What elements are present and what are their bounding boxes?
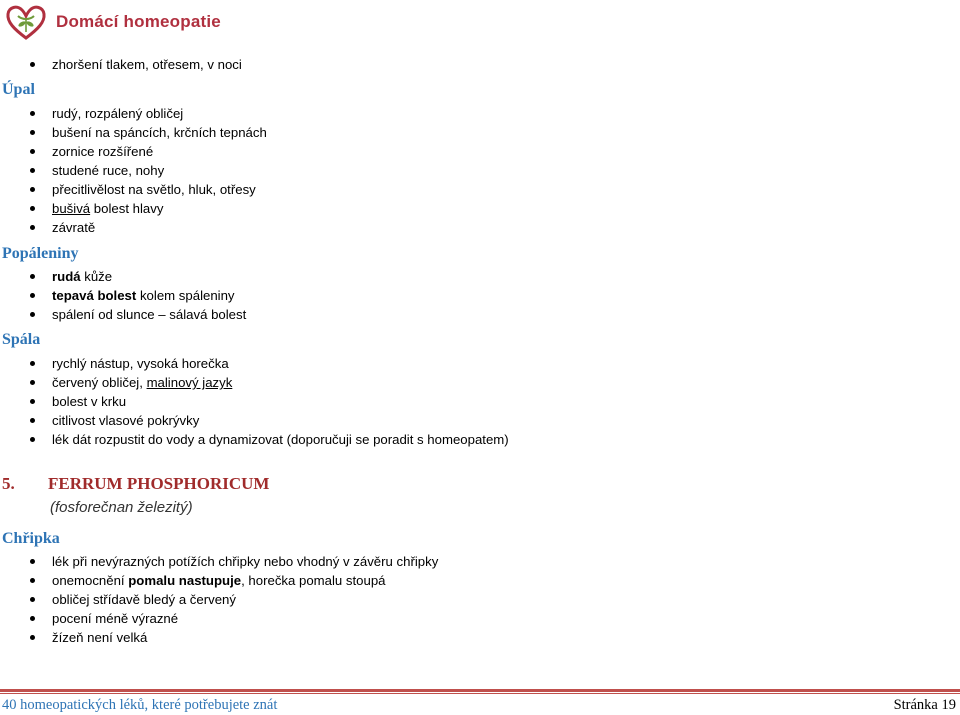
bullet-icon bbox=[30, 149, 35, 154]
section-heading-chripka: Chřipka bbox=[2, 530, 60, 547]
remedy-subtitle: (fosforečnan železitý) bbox=[50, 499, 193, 516]
heart-leaf-logo-icon bbox=[4, 2, 48, 42]
bullet-icon bbox=[30, 312, 35, 317]
list-item: červený obličej, malinový jazyk bbox=[0, 373, 960, 392]
bullet-icon bbox=[30, 597, 35, 602]
page-number: Stránka 19 bbox=[893, 697, 956, 713]
bullet-icon bbox=[30, 418, 35, 423]
list-item: lék při nevýrazných potížích chřipky nebo vhodný v závěru chřipky bbox=[0, 552, 960, 571]
footer-rule-thick bbox=[0, 689, 960, 692]
bullet-icon bbox=[30, 62, 35, 67]
bullet-icon bbox=[30, 293, 35, 298]
popaleniny-symptom-list bbox=[0, 267, 960, 324]
list-item: přecitlivělost na světlo, hluk, otřesy bbox=[0, 180, 960, 199]
list-item: zhoršení tlakem, otřesem, v noci bbox=[0, 55, 960, 74]
spala-symptom-list bbox=[0, 354, 960, 449]
section-heading-upal: Úpal bbox=[2, 81, 35, 98]
bullet-icon bbox=[30, 206, 35, 211]
list-item: pocení méně výrazné bbox=[0, 609, 960, 628]
brand-title: Domácí homeopatie bbox=[56, 12, 221, 31]
continued-symptom-list bbox=[0, 55, 960, 74]
page-header bbox=[0, 0, 960, 44]
bullet-icon bbox=[30, 635, 35, 640]
bullet-icon bbox=[30, 399, 35, 404]
bullet-icon bbox=[30, 168, 35, 173]
list-item: závratě bbox=[0, 218, 960, 237]
list-item: onemocnění pomalu nastupuje, horečka pomalu stoupá bbox=[0, 571, 960, 590]
remedy-title: FERRUM PHOSPHORICUM bbox=[48, 474, 270, 493]
section-heading-spala: Spála bbox=[2, 331, 41, 348]
footer-book-title: 40 homeopatických léků, které potřebujete znát bbox=[2, 697, 278, 713]
bullet-icon bbox=[30, 274, 35, 279]
list-item: žízeň není velká bbox=[0, 628, 960, 647]
bullet-icon bbox=[30, 437, 35, 442]
bullet-icon bbox=[30, 559, 35, 564]
bullet-icon bbox=[30, 616, 35, 621]
remedy-number: 5. bbox=[2, 474, 15, 493]
list-item: spálení od slunce – sálavá bolest bbox=[0, 305, 960, 324]
section-heading-popaleniny: Popáleniny bbox=[2, 245, 79, 262]
list-item: bušení na spáncích, krčních tepnách bbox=[0, 123, 960, 142]
bullet-icon bbox=[30, 361, 35, 366]
bullet-icon bbox=[30, 187, 35, 192]
list-item: bolest v krku bbox=[0, 392, 960, 411]
list-item: rychlý nástup, vysoká horečka bbox=[0, 354, 960, 373]
list-item: citlivost vlasové pokrývky bbox=[0, 411, 960, 430]
remedy-heading bbox=[2, 474, 269, 494]
bullet-icon bbox=[30, 578, 35, 583]
list-item: studené ruce, nohy bbox=[0, 161, 960, 180]
bullet-icon bbox=[30, 111, 35, 116]
list-item: rudý, rozpálený obličej bbox=[0, 104, 960, 123]
list-item: obličej střídavě bledý a červený bbox=[0, 590, 960, 609]
chripka-symptom-list bbox=[0, 552, 960, 647]
list-item: bušivá bolest hlavy bbox=[0, 199, 960, 218]
list-item: zornice rozšířené bbox=[0, 142, 960, 161]
bullet-icon bbox=[30, 130, 35, 135]
list-item: rudá kůže bbox=[0, 267, 960, 286]
list-item: lék dát rozpustit do vody a dynamizovat (doporučuji se poradit s homeopatem) bbox=[0, 430, 960, 449]
list-item: tepavá bolest kolem spáleniny bbox=[0, 286, 960, 305]
bullet-icon bbox=[30, 225, 35, 230]
footer-rule-thin bbox=[0, 693, 960, 694]
bullet-icon bbox=[30, 380, 35, 385]
upal-symptom-list bbox=[0, 104, 960, 237]
